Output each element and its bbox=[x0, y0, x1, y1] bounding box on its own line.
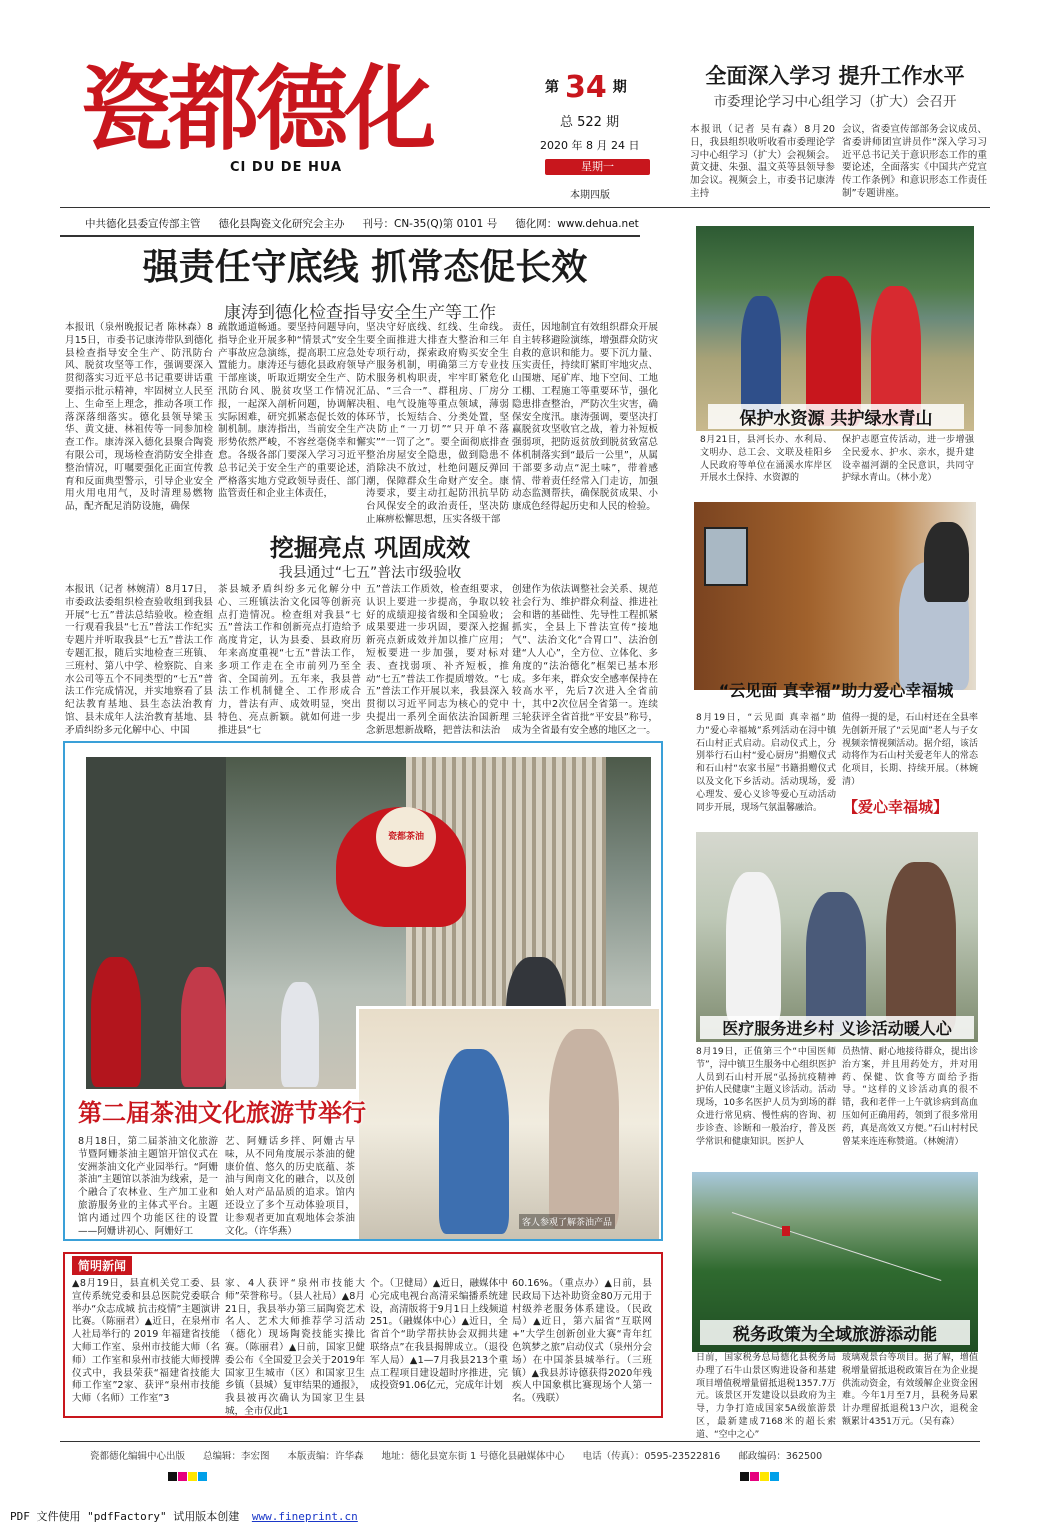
header-rule-top bbox=[60, 207, 990, 208]
water-text-col2: 保护志愿宣传活动，进一步增强全民爱水、护水、亲水，提升建设幸福河湖的全民意识，共同守护绿水青山。（林小龙） bbox=[842, 435, 974, 484]
inset-person-1 bbox=[439, 1049, 509, 1234]
villager-figure-1 bbox=[806, 892, 866, 1032]
love-city-tag: 【爱心幸福城】 bbox=[843, 798, 949, 816]
medical-text-col1: 8月19日，正值第三个“中国医师节”，浔中镇卫生服务中心组织医护人员到石山村开展“弘扬抗疫精神 护佑人民健康”主题义诊活动。活动现场，10多名医护人员为到场的群众进行常见病、慢性病的咨询、初步诊查、诊断和一般治疗，普及医学常识和健康知识。医护人 bbox=[696, 1047, 836, 1147]
brief-news-title: 简明新闻 bbox=[72, 1256, 132, 1275]
pdf-watermark bbox=[10, 1508, 358, 1524]
lead-article-col3: 坚决守好底线、红线、生命线。要全面推进大排查大整治和三年专项行动，探索政府购买安全生产服务机制，明确第三方专业技术服务机构职责，牢牢盯紧危化品、“三合一”、群租房、厂房分租、电气设施等重点领域，薄弱环节，长短结合、分类处置，坚决防止“一刀切”“只开单不落实”“一罚了之”。要全面彻底排查整治房屋安全隐患，做到隐患不消除决不放过，杜绝问题反弹回潮，保障群众生命财产安全。康涛要求，要主动扛起防汛抗旱防台风保安全的政治责任，坚决防止麻痹松懈思想，压实各级干部 bbox=[366, 322, 509, 525]
phone-screen bbox=[704, 527, 748, 586]
tea-feature-title: 第二届茶油文化旅游节举行 bbox=[78, 1098, 366, 1127]
child-figure bbox=[741, 296, 781, 416]
top-article-title: 全面深入学习 提升工作水平 bbox=[705, 63, 965, 88]
tax-text-col2: 玻璃观景台等项目。据了解，增值税增量留抵退税政策旨在为企业提供流动资金，有效缓解企业资金困难。今年1月至7月，县税务局累计办理留抵退税13户次，退税金额累计4351万元。（吴有森） bbox=[842, 1353, 978, 1427]
serial-number: 刊号：CN-35(Q)第 0101 号 bbox=[362, 218, 498, 230]
watermark-link[interactable]: www.fineprint.cn bbox=[251, 1510, 358, 1523]
footer-address: 地址：德化县宽东街 1 号德化县融媒体中心 bbox=[381, 1451, 565, 1462]
watermark-text: PDF 文件使用 "pdfFactory" 试用版本创建 bbox=[10, 1510, 240, 1523]
lead-article-col2: 疏散通道畅通。要坚持问题导向，指导企业开展多种“情景式”安全生产事故应急演练，提高职工应急处置能力。康涛还与德化县政府领导干部座谈，听取近期安全生产、防汛防台风、脱贫攻坚工作情况汇报，一起深入剖析问题，协调解决实际困难，研究抓紧态促长效的体制机制。康涛指出，当前安全生产形势依然严峻，不容丝毫侥幸和懈怠。各级各部门要深入学习习近平总书记关于安全生产的重要论述，严格落实地方党政领导责任、部门监管责任和企业主体责任， bbox=[218, 322, 366, 500]
cable-car bbox=[782, 1226, 790, 1236]
color-registration-right bbox=[740, 1466, 780, 1485]
water-caption: 保护水资源 共护绿水青山 bbox=[708, 404, 964, 429]
color-registration-left bbox=[168, 1466, 208, 1485]
sponsor-1: 中共德化县委宣传部主管 bbox=[85, 218, 201, 230]
brief-news-col3: 个。（卫健局）▲近日，融媒体中心完成电视台高清采编播系统建设，高清版将于9月1日上线频道251。（融媒体中心）▲近日，全省首个“助学帮扶协会双拥共建联络点”在我县揭牌成立。（退役军人局）▲1—7月我县213个重点工程项目建设超时序推进，完成投资91.06亿元，完成年计划 bbox=[370, 1278, 508, 1392]
medical-service-photo bbox=[696, 832, 978, 1042]
cloud-text-col2: 值得一提的是，石山村还在全县率先创新开展了“云见面”老人与子女视频亲情视频活动。据介绍，该活动将作为石山村关爱老年人的常态化项目，长期、持续开展。（林婉清） bbox=[842, 713, 978, 787]
banner-seal: 瓷都茶油 bbox=[376, 807, 436, 867]
brief-news-col2: 家、4人获评“泉州市技能大师”荣誉称号。（县人社局）▲8月21日，我县举办第三届陶瓷艺术名人、艺术大师推荐学习活动（德化）现场陶瓷技能实操比赛。（陈丽君）▲日前，国家卫健委公布《全国爱卫会关于2019年国家卫生城市（区）和国家卫生乡镇（县城）复审结果的通报》，我县被再次确认为国家卫生县城，全市仅此1 bbox=[225, 1278, 365, 1417]
doctor-figure bbox=[726, 872, 781, 1022]
lead-article-col1: 本报讯（泉州晚报记者 陈林森）8月15日，市委书记康涛带队到德化县检查指导安全生产、防汛防台风、脱贫攻坚等工作，强调要深入贯彻落实习近平总书记重要讲话重要指示批示精神，牢固树立人民至上、生命至上理念，推动各项工作落深落细落实。德化县领导梁玉华、黄文捷、林祖传等一同参加检查工作。康涛深入德化县聚合陶瓷有限公司，现场检查消防安全排查整治情况，叮嘱要强化正面宣传教育和反面典型警示，引导企业安全用火用电用气，及时清理易燃物品，配齐配足消防设施，确保 bbox=[65, 322, 213, 513]
lead-article-subtitle: 康涛到德化检查指导安全生产等工作 bbox=[224, 303, 496, 323]
water-protection-photo bbox=[696, 226, 974, 431]
masthead-pinyin: CI DU DE HUA bbox=[230, 160, 343, 175]
footer-bar bbox=[90, 1448, 950, 1462]
medical-text-col2: 员热情、耐心地接待群众，提出诊治方案，并且用药处方，并对用药、保健、饮食等方面给予指导。“这样的义诊活动真的很不错，我和老伴一上午就诊病到高血压如何正确用药，领到了很多常用药，真是高效又方便。”石山村村民曾某来连连称赞道。（林婉清） bbox=[842, 1047, 978, 1147]
issue-suffix: 期 bbox=[612, 79, 627, 96]
water-text-col1: 8月21日，县河长办、水利局、文明办、总工会、文联及桂阳乡人民政府等单位在涌溪水库岸区开展水土保持、水资源的 bbox=[700, 435, 832, 484]
cloud-caption: “云见面 真幸福”助力爱心幸福城 bbox=[718, 681, 954, 700]
second-article-title: 挖掘亮点 巩固成效 bbox=[269, 533, 471, 562]
villager-figure-2 bbox=[886, 862, 956, 1032]
tax-text-col1: 日前，国家税务总局德化县税务局办理了石牛山景区购进设备和基建项目增值税增量留抵退税1357.7万元。该景区开发建设以县政府为主导，力争打造成国家5A级旅游景区，最新建成7168米的超长索道、“空中之心” bbox=[696, 1353, 836, 1440]
person-red-dress-1 bbox=[91, 957, 141, 1087]
footer-postcode: 邮政编码：362500 bbox=[738, 1451, 823, 1462]
second-article-col1: 本报讯（记者 林婉清）8月17日，市委政法委组织检查验收组到我县开展“七五”普法总结验收。检查组一行观看我县“七五”普法工作纪实专题片并听取我县“七五”普法工作专题汇报，随后实地检查三班镇、三班村、第八中学、检察院、自来水公司等五个不同类型的“七五”普法工作完成情况，并实地察看了县纪法教育基地、县生态法治教育馆、县未成年人法治教育基地、县矛盾纠纷多元化解中心、中国 bbox=[65, 584, 213, 736]
cloud-meeting-photo bbox=[694, 502, 976, 690]
lead-article-col4: 责任，因地制宜有效组织群众开展自主转移避险演练，增强群众防灾自救的意识和能力。要下沉力量、压实责任，持续盯紧盯牢地灾点、山围塘、尾矿库、地下空间、工地工棚、工程施工等重要环节，强化隐患排查整治，严防次生灾害，确保安全度汛。康涛强调，要坚决打赢脱贫攻坚收官之战，着力补短板强弱项，把防返贫放到脱贫致富总体机制落实到“最后一公里”，从属干部要多动点“泥土味”，带着感情、带着责任经常入门走访，加强动态监测帮扶，确保脱贫成果、小康成色经得起历史和人民的检验。 bbox=[512, 322, 658, 513]
medical-caption: 医疗服务进乡村 义诊活动暖人心 bbox=[700, 1016, 974, 1039]
brief-news-col1: ▲8月19日，县直机关党工委、县宣传系统党委和县总医院党委联合举办“众志成城 抗击疫情”主题演讲比赛。（陈丽君）▲近日，在泉州市人社局举行的 2019 年福建省技能大师工作室、泉州市技能大师（名师）工作室和泉州市技能大师授牌仪式中，我县荣获“福建省技能大师工作室”2家、获评“泉州市技能大师（名师）工作室”3 bbox=[72, 1278, 220, 1405]
page-count: 本期四版 bbox=[570, 190, 610, 201]
tax-caption: 税务政策为全域旅游添动能 bbox=[700, 1320, 970, 1345]
second-article-col2: 茶县城矛盾纠纷多元化解分中心、三班镇法治文化园等创新亮点打造情况。检查组对我县“七五”普法工作和创新亮点打造给予高度肯定，认为县委、县政府历年来高度重视“七五”普法工作，多项工作走在全市前列乃至全省、全国前列。五年来，我县普法工作机制健全、工作形成合力，普法有声、成效明显，突出特色、亮点新颖。就如何进一步推进县“七 bbox=[218, 584, 361, 736]
top-article-col2: 会议，省委宣传部部务会议成员、省委讲师团宣讲员作“深入学习习近平总书记关于意识形态工作的重要论述，全面落实《中国共产党宣传工作条例》和意识形态工作责任制”专题讲座。 bbox=[842, 124, 987, 199]
weekday-badge: 星期一 bbox=[545, 159, 650, 175]
person-white-dress bbox=[281, 982, 319, 1087]
person-red-dress-2 bbox=[181, 967, 226, 1087]
tea-feature-col2: 艺、阿姗话乡拌、阿姗古早味，从不同角度展示茶油的健康价值、悠久的历史底蕴、茶油与闽南文化的融合，以及创始人对产品品质的追求。馆内还设立了多个互动体验项目，让参观者更加直观地体会茶油文化。（许华燕） bbox=[225, 1136, 355, 1237]
total-issue: 总 522 期 bbox=[560, 115, 620, 130]
cable-line bbox=[732, 1212, 942, 1281]
inset-person-2 bbox=[549, 1029, 619, 1229]
footer-page-editor: 本版责编：许华森 bbox=[287, 1451, 364, 1462]
issue-number: 34 bbox=[565, 70, 607, 105]
footer-chief-editor: 总编辑：李宏图 bbox=[203, 1451, 270, 1462]
cloud-text-col1: 8月19日，“云见面 真幸福”助力“爱心幸福城”系列活动在浔中镇石山村正式启动。启动仪式上，分别举行石山村“爱心厨房”捐赠仪式和石山村“农家书屋”书籍捐赠仪式以及文化下乡活动。活动现场，爱心理发、爱心义诊等爱心互动活动同步开展，现场气氛温馨融洽。 bbox=[696, 713, 836, 813]
lead-article-title: 强责任守底线 抓常态促长效 bbox=[142, 246, 588, 288]
brief-news-col4: 60.16%。（重点办）▲日前，县民政局下达补助资金80万元用于村级养老服务体系建设。（民政局）▲近日，第六届省“互联网+”大学生创新创业大赛“青年红色筑梦之旅”启动仪式（泉州分会场）在中国茶县城举行。（三班镇）▲我县苏诗德获得2020年残疾人中国象棋比赛现场个人第一名。（残联） bbox=[512, 1278, 652, 1405]
second-article-subtitle: 我县通过“七五”普法市级验收 bbox=[278, 565, 462, 581]
second-article-col4: 创建作为依法调整社会关系、规范社会行为、维护群众利益、推进社会和谐的基础性、先导性工程抓紧抓实，全县上下普法宣传“接地气”、法治文化“合胃口”、法治创建“人人心”，全方位、立体化、多角度的“法治德化”框架已基本形成。多年来，群众安全感率保持在较高水平，先后7次进入全省前十，其中2次位居全省第一。连续三轮获评全省首批“平安县”称号，成为全省最有安全感的地区之一。 bbox=[512, 584, 658, 736]
top-article-subtitle: 市委理论学习中心组学习（扩大）会召开 bbox=[713, 94, 957, 110]
inset-caption: 客人参观了解茶油产品 bbox=[519, 1214, 615, 1229]
sponsor-2: 德化县陶瓷文化研究会主办 bbox=[218, 218, 345, 230]
footer-rule bbox=[60, 1441, 980, 1442]
website-link[interactable]: 德化网：www.dehua.net bbox=[515, 218, 639, 230]
footer-phone: 电话（传真）：0595-23522816 bbox=[582, 1451, 721, 1462]
masthead-title: 瓷都德化 bbox=[80, 55, 433, 163]
issue-number-block bbox=[545, 70, 627, 105]
footer-publisher: 瓷都德化编辑中心出版 bbox=[90, 1451, 186, 1462]
top-article-col1: 本报讯（记者 吴有森）8月20日，我县组织收听收看市委理论学习中心组学习（扩大）会视频会。黄文捷、朱强、温文英等县领导参加会议。视频会上，市委书记康涛主持 bbox=[690, 124, 835, 199]
issue-prefix: 第 bbox=[545, 79, 559, 96]
issue-date: 2020 年 8 月 24 日 bbox=[540, 139, 640, 152]
header-rule-bottom bbox=[60, 235, 640, 237]
info-bar bbox=[85, 216, 645, 231]
second-article-col3: 五”普法工作质效，检查组要求，认识上要进一步提高，争取以较好的成绩迎接省级和全国验收；成果要进一步巩固，要深入挖掘新亮点新成效并加以推广应用；短板要进一步加强，要对标对表、查找弱项、补齐短板，推动“七五”普法工作提质增效。“七五”普法工作开展以来，我县深入贯彻以习近平同志为核心的党中央提出一系列全面依法治国新理念新思想新战略，把普法和法治 bbox=[366, 584, 509, 736]
young-man-figure bbox=[924, 522, 969, 602]
tea-feature-col1: 8月18日，第二届茶油文化旅游节暨阿姗茶油主题馆开馆仪式在安洲茶油文化产业园举行。“阿姗茶油”主题馆以茶油为线索，是一个融合了农林业、生产加工业和旅游服务业的主体式平台。主题馆内通过四个功能区往的设置——阿姗讲初心、阿姗好工 bbox=[78, 1136, 218, 1237]
